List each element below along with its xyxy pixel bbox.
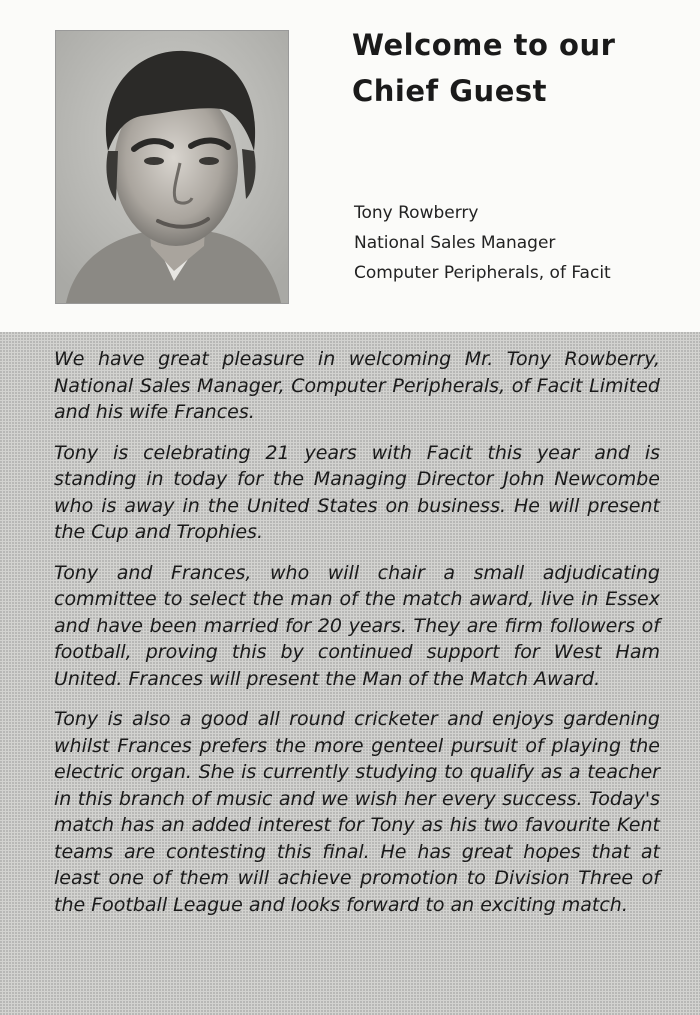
article-section bbox=[0, 332, 700, 1015]
article-paragraph-2: Tony is celebrating 21 years with Facit this year and is standing in today for the Managing Director John Newcombe who is away in the United States on business. He will present the Cup and Trophies. bbox=[54, 441, 660, 543]
article-paragraph-3: Tony and Frances, who will chair a small adjudicating committee to select the man of the match award, live in Essex and have been married for 20 years. They are firm followers of football, proving this by continued support for West Ham United. Frances will present the Man of the Match Award. bbox=[54, 561, 660, 690]
article-paragraph-4: Tony is also a good all round cricketer and enjoys gardening whilst Frances prefers the more genteel pursuit of playing the electric organ. She is currently studying to qualify as a teacher in this branch of music and we wish her every success. Today's match has an added interest for Tony as his two favourite Kent teams are contesting this final. He has great hopes that at least one of them will achieve promotion to Division Three of the Football League and looks forward to an exciting match. bbox=[54, 708, 660, 916]
article-paragraph-1: We have great pleasure in welcoming Mr. Tony Rowberry, National Sales Manager, Computer Peripherals, of Facit Limited and his wife Frances. bbox=[54, 348, 660, 423]
guest-name: Tony Rowberry bbox=[354, 203, 479, 223]
page-title bbox=[352, 22, 615, 114]
portrait-photo-icon bbox=[56, 31, 288, 303]
guest-info bbox=[354, 198, 611, 288]
guest-role: National Sales Manager bbox=[354, 233, 556, 253]
title-line-1: Welcome to our bbox=[352, 28, 616, 62]
title-line-2: Chief Guest bbox=[352, 74, 547, 108]
guest-company: Computer Peripherals, of Facit bbox=[354, 263, 611, 283]
article-body bbox=[54, 346, 660, 932]
guest-portrait-photo bbox=[55, 30, 289, 304]
header-section bbox=[0, 0, 700, 332]
